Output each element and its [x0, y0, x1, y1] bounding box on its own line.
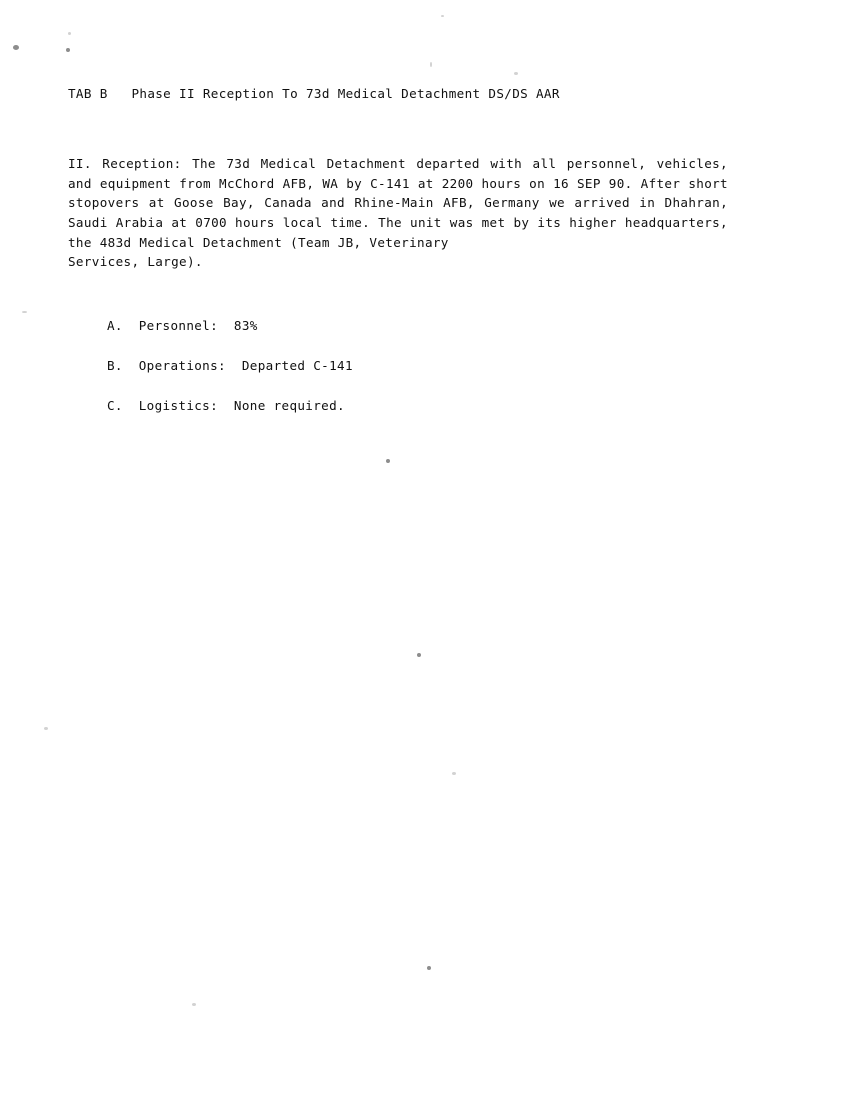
list-item: A. Personnel: 83% — [107, 318, 258, 334]
scan-speck — [386, 459, 390, 463]
subsection-list — [68, 316, 728, 415]
document-content — [68, 84, 728, 415]
scan-speck — [430, 62, 432, 67]
scan-speck — [13, 45, 19, 50]
scan-speck — [427, 966, 431, 970]
document-title: TAB B Phase II Reception To 73d Medical Detachment DS/DS AAR — [68, 86, 560, 101]
scan-speck — [68, 32, 71, 35]
scan-speck — [514, 72, 518, 75]
scan-speck — [44, 727, 48, 730]
scan-speck — [417, 653, 421, 657]
list-item: B. Operations: Departed C-141 — [107, 357, 353, 373]
reception-paragraph-text: II. Reception: The 73d Medical Detachment departed with all personnel, vehicles, and equipment from McChord AFB, WA by C-141 at 2200 hours on 16 SEP 90. After short stopovers at Goose Bay, Canada and Rhine-Main AFB, Germany we arrived in Dhahran, Saudi Arabia at 0700 hours local time. The unit was met by its higher headquarters, the 483d Medical Detachment (Team JB, Veterinary — [68, 156, 728, 250]
scan-speck — [441, 15, 444, 17]
scan-speck — [22, 311, 27, 313]
reception-paragraph — [68, 135, 728, 292]
list-item: C. Logistics: None required. — [107, 397, 345, 413]
scan-speck — [452, 772, 456, 775]
reception-paragraph-lastline: Services, Large). — [68, 254, 203, 270]
scan-speck — [66, 48, 70, 52]
scan-speck — [192, 1003, 196, 1006]
